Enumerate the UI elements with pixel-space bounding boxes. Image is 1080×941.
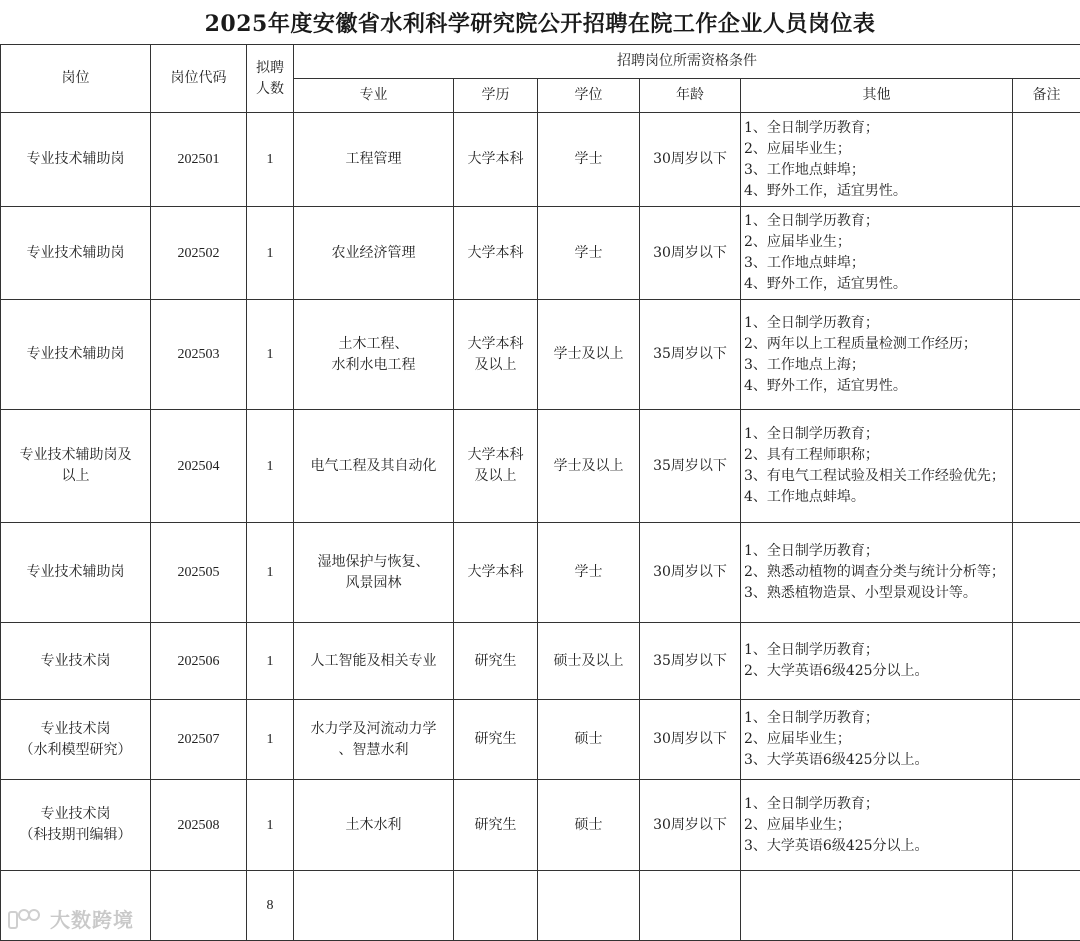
headcount-cell: 1 [247, 300, 294, 410]
education-line: 研究生 [474, 816, 517, 833]
major-cell [294, 113, 454, 207]
major-line: 土木工程、 [338, 335, 409, 352]
position-code-cell: 202502 [151, 207, 247, 300]
header-education: 学历 [454, 79, 538, 113]
other-line: 3、工作地点蚌埠； [744, 161, 865, 178]
header-remarks: 备注 [1013, 79, 1080, 113]
headcount-cell: 1 [247, 113, 294, 207]
headcount-cell: 1 [247, 623, 294, 700]
empty-cell [1013, 871, 1080, 941]
position-code-cell: 202501 [151, 113, 247, 207]
education-cell [454, 623, 538, 700]
education-line: 及以上 [474, 468, 517, 484]
position-line: 专业技术岗 [40, 652, 111, 669]
remarks-cell [1013, 700, 1080, 780]
headcount-cell: 1 [247, 523, 294, 623]
table-row [1, 410, 1080, 523]
remarks-cell [1013, 207, 1080, 300]
other-cell [741, 300, 1013, 410]
position-line: （科技期刊编辑） [19, 827, 132, 843]
other-cell [741, 523, 1013, 623]
watermark-text: 大数跨境 [50, 908, 134, 932]
empty-cell [538, 871, 640, 941]
other-line: 1、全日制学历教育； [744, 314, 879, 331]
degree-cell: 硕士及以上 [538, 623, 640, 700]
education-cell [454, 207, 538, 300]
other-line: 2、应届毕业生； [744, 816, 851, 833]
major-cell [294, 207, 454, 300]
other-line: 4、野外工作，适宜男性。 [744, 276, 907, 292]
other-line: 3、大学英语6级425分以上。 [744, 837, 929, 854]
other-line: 2、具有工程师职称； [744, 447, 879, 463]
empty-cell [640, 871, 741, 941]
degree-cell: 学士及以上 [538, 300, 640, 410]
education-cell [454, 700, 538, 780]
remarks-cell [1013, 300, 1080, 410]
header-other: 其他 [741, 79, 1013, 113]
position-line: 专业技术辅助岗 [26, 346, 125, 362]
major-cell [294, 700, 454, 780]
watermark [8, 904, 134, 933]
header-position: 岗位 [1, 45, 151, 113]
table-row [1, 523, 1080, 623]
degree-cell: 学士及以上 [538, 410, 640, 523]
education-cell [454, 410, 538, 523]
other-line: 3、熟悉植物造景、小型景观设计等。 [744, 585, 977, 601]
other-cell [741, 623, 1013, 700]
degree-cell: 学士 [538, 113, 640, 207]
age-cell: 30周岁以下 [640, 113, 741, 207]
education-line: 研究生 [474, 652, 517, 669]
major-cell [294, 623, 454, 700]
position-cell [1, 700, 151, 780]
position-code-cell: 202508 [151, 780, 247, 871]
major-cell [294, 410, 454, 523]
position-cell [1, 113, 151, 207]
major-line: 农业经济管理 [331, 244, 416, 261]
other-line: 4、野外工作，适宜男性。 [744, 377, 907, 394]
table-row [1, 113, 1080, 207]
other-line: 1、全日制学历教育； [744, 213, 879, 229]
position-line: 专业技术辅助岗 [26, 151, 125, 167]
major-line: 、智慧水利 [338, 741, 409, 758]
empty-cell [454, 871, 538, 941]
other-line: 3、工作地点上海； [744, 356, 865, 373]
other-line: 4、野外工作，适宜男性。 [744, 182, 907, 199]
age-cell: 30周岁以下 [640, 700, 741, 780]
degree-cell: 硕士 [538, 780, 640, 871]
recruitment-table [0, 44, 1080, 941]
remarks-cell [1013, 523, 1080, 623]
education-line: 研究生 [474, 731, 517, 747]
position-code-cell: 202506 [151, 623, 247, 700]
age-cell: 30周岁以下 [640, 207, 741, 300]
other-line: 4、工作地点蚌埠。 [744, 489, 865, 505]
major-line: 工程管理 [345, 151, 402, 167]
remarks-cell [1013, 113, 1080, 207]
position-cell [1, 780, 151, 871]
other-cell [741, 207, 1013, 300]
position-line: 专业技术岗 [40, 720, 111, 737]
education-cell [454, 300, 538, 410]
age-cell: 35周岁以下 [640, 623, 741, 700]
other-cell [741, 113, 1013, 207]
education-cell [454, 523, 538, 623]
headcount-cell: 1 [247, 410, 294, 523]
major-line: 湿地保护与恢复、 [317, 553, 430, 570]
empty-cell [294, 871, 454, 941]
position-line: 专业技术辅助岗及 [19, 447, 132, 463]
age-cell: 35周岁以下 [640, 410, 741, 523]
age-cell: 35周岁以下 [640, 300, 741, 410]
major-cell [294, 523, 454, 623]
other-cell [741, 700, 1013, 780]
degree-cell: 学士 [538, 523, 640, 623]
table-row [1, 780, 1080, 871]
1000-logo-icon [8, 907, 44, 931]
total-headcount-cell: 8 [247, 871, 294, 941]
position-code-cell: 202504 [151, 410, 247, 523]
table-row [1, 207, 1080, 300]
empty-cell [741, 871, 1013, 941]
major-cell [294, 780, 454, 871]
other-line: 1、全日制学历教育； [744, 543, 879, 559]
remarks-cell [1013, 623, 1080, 700]
other-cell [741, 780, 1013, 871]
position-cell [1, 623, 151, 700]
major-line: 风景园林 [345, 574, 402, 591]
position-cell [1, 207, 151, 300]
table-row [1, 700, 1080, 780]
major-line: 电气工程及其自动化 [310, 457, 437, 474]
headcount-cell: 1 [247, 207, 294, 300]
other-line: 3、工作地点蚌埠； [744, 255, 865, 271]
age-cell: 30周岁以下 [640, 780, 741, 871]
header-qualifications-group: 招聘岗位所需资格条件 [294, 45, 1080, 79]
other-line: 1、全日制学历教育； [744, 426, 879, 442]
remarks-cell [1013, 780, 1080, 871]
position-cell [1, 523, 151, 623]
education-line: 大学本科 [467, 564, 524, 580]
other-line: 1、全日制学历教育； [744, 642, 879, 658]
header-major: 专业 [294, 79, 454, 113]
page-title: 2025年度安徽省水利科学研究院公开招聘在院工作企业人员岗位表 [204, 10, 876, 37]
position-line: 专业技术辅助岗 [26, 244, 125, 261]
position-code-cell: 202505 [151, 523, 247, 623]
position-line: 专业技术岗 [40, 806, 111, 822]
position-line: 以上 [61, 468, 90, 484]
other-line: 2、应届毕业生； [744, 140, 851, 157]
other-line: 3、有电气工程试验及相关工作经验优先； [744, 468, 1005, 484]
position-cell [1, 300, 151, 410]
other-line: 2、两年以上工程质量检测工作经历； [744, 335, 977, 352]
age-cell: 30周岁以下 [640, 523, 741, 623]
major-line: 水力学及河流动力学 [310, 720, 437, 737]
major-line: 土木水利 [345, 816, 402, 833]
education-line: 大学本科 [467, 447, 524, 463]
major-line: 水利水电工程 [331, 356, 416, 373]
position-line: 专业技术辅助岗 [26, 564, 125, 580]
other-line: 3、大学英语6级425分以上。 [744, 752, 929, 768]
degree-cell: 学士 [538, 207, 640, 300]
headcount-cell: 1 [247, 780, 294, 871]
other-line: 1、全日制学历教育； [744, 795, 879, 812]
education-cell [454, 113, 538, 207]
position-line: （水利模型研究） [19, 741, 132, 758]
position-code-cell: 202503 [151, 300, 247, 410]
header-age: 年龄 [640, 79, 741, 113]
major-cell [294, 300, 454, 410]
headcount-cell: 1 [247, 700, 294, 780]
other-line: 2、应届毕业生； [744, 234, 851, 250]
education-line: 大学本科 [467, 244, 524, 261]
header-degree: 学位 [538, 79, 640, 113]
other-line: 2、大学英语6级425分以上。 [744, 663, 929, 679]
other-cell [741, 410, 1013, 523]
table-row [1, 623, 1080, 700]
other-line: 2、熟悉动植物的调查分类与统计分析等； [744, 564, 1005, 580]
total-row [1, 871, 1080, 941]
header-headcount: 拟聘人数 [247, 45, 294, 113]
other-line: 1、全日制学历教育； [744, 710, 879, 726]
other-line: 2、应届毕业生； [744, 731, 851, 747]
education-line: 大学本科 [467, 335, 524, 352]
other-line: 1、全日制学历教育； [744, 119, 879, 136]
empty-cell [151, 871, 247, 941]
major-line: 人工智能及相关专业 [310, 652, 437, 669]
degree-cell: 硕士 [538, 700, 640, 780]
education-cell [454, 780, 538, 871]
remarks-cell [1013, 410, 1080, 523]
education-line: 大学本科 [467, 151, 524, 167]
header-position-code: 岗位代码 [151, 45, 247, 113]
education-line: 及以上 [474, 356, 517, 373]
position-code-cell: 202507 [151, 700, 247, 780]
position-cell [1, 410, 151, 523]
table-row [1, 300, 1080, 410]
